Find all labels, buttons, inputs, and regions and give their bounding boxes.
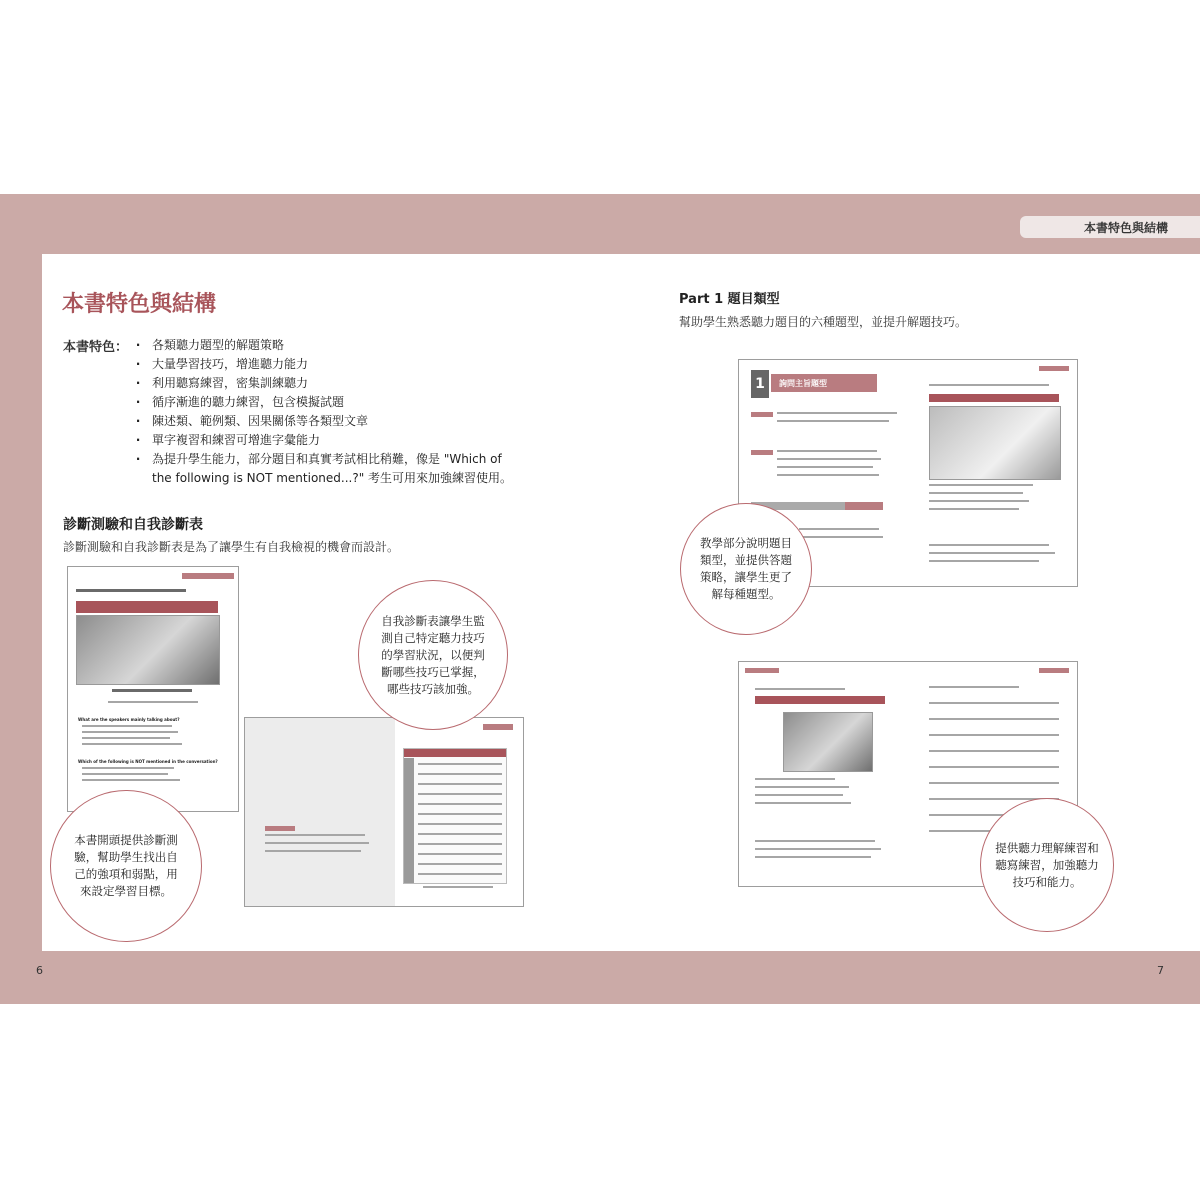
section-heading: 診斷測驗和自我診斷表 xyxy=(63,517,203,533)
feature-item: ‧ 為提升學生能力，部分題目和真實考試相比稍難，像是 "Which of the following is NOT mentioned...?" 考生可用來加強練習使用。 xyxy=(136,450,516,488)
thumbnail-question-2: Which of the following is NOT mentioned in the conversation? xyxy=(78,759,218,764)
feature-item: ‧ 大量學習技巧，增進聽力能力 xyxy=(136,355,516,374)
part1-description: 幫助學生熟悉聽力題目的六種題型，並提升解題技巧。 xyxy=(679,315,968,329)
part1-heading: Part 1 題目類型 xyxy=(679,292,780,307)
feature-item: ‧ 循序漸進的聽力練習，包含模擬試題 xyxy=(136,393,516,412)
section-description: 診斷測驗和自我診斷表是為了讓學生有自我檢視的機會而設計。 xyxy=(63,540,400,554)
thumbnail-part-number: 1 xyxy=(751,370,769,398)
feature-item: ‧ 各類聽力題型的解題策略 xyxy=(136,336,516,355)
feature-item: ‧ 利用聽寫練習，密集訓練聽力 xyxy=(136,374,516,393)
page-title: 本書特色與結構 xyxy=(62,292,217,317)
feature-item: ‧ 陳述類、範例類、因果關係等各類型文章 xyxy=(136,412,516,431)
callout-self-check: 自我診斷表讓學生監測自己特定聽力技巧的學習狀況，以便判斷哪些技巧已掌握，哪些技巧該加強。 xyxy=(358,580,508,730)
callout-teaching-section: 教學部分說明題目類型，並提供答題策略，讓學生更了解每種題型。 xyxy=(680,503,812,635)
header-tab: 本書特色與結構 xyxy=(1020,216,1200,238)
self-check-table-thumbnail xyxy=(244,717,524,907)
thumbnail-banner: 詢問主旨題型 xyxy=(771,374,877,392)
features-label: 本書特色： xyxy=(63,340,129,355)
callout-diagnostic-test: 本書開頭提供診斷測驗，幫助學生找出自己的強項和弱點，用來設定學習目標。 xyxy=(50,790,202,942)
callout-listening-practice: 提供聽力理解練習和聽寫練習，加強聽力技巧和能力。 xyxy=(980,798,1114,932)
diagnostic-test-thumbnail xyxy=(67,566,239,812)
page-corner xyxy=(1160,254,1200,294)
feature-item: ‧ 單字複習和練習可增進字彙能力 xyxy=(136,431,516,450)
features-list xyxy=(136,336,516,488)
page-number-right: 7 xyxy=(1157,964,1164,977)
page-number-left: 6 xyxy=(36,964,43,977)
thumbnail-question-1: What are the speakers mainly talking about? xyxy=(78,717,180,722)
